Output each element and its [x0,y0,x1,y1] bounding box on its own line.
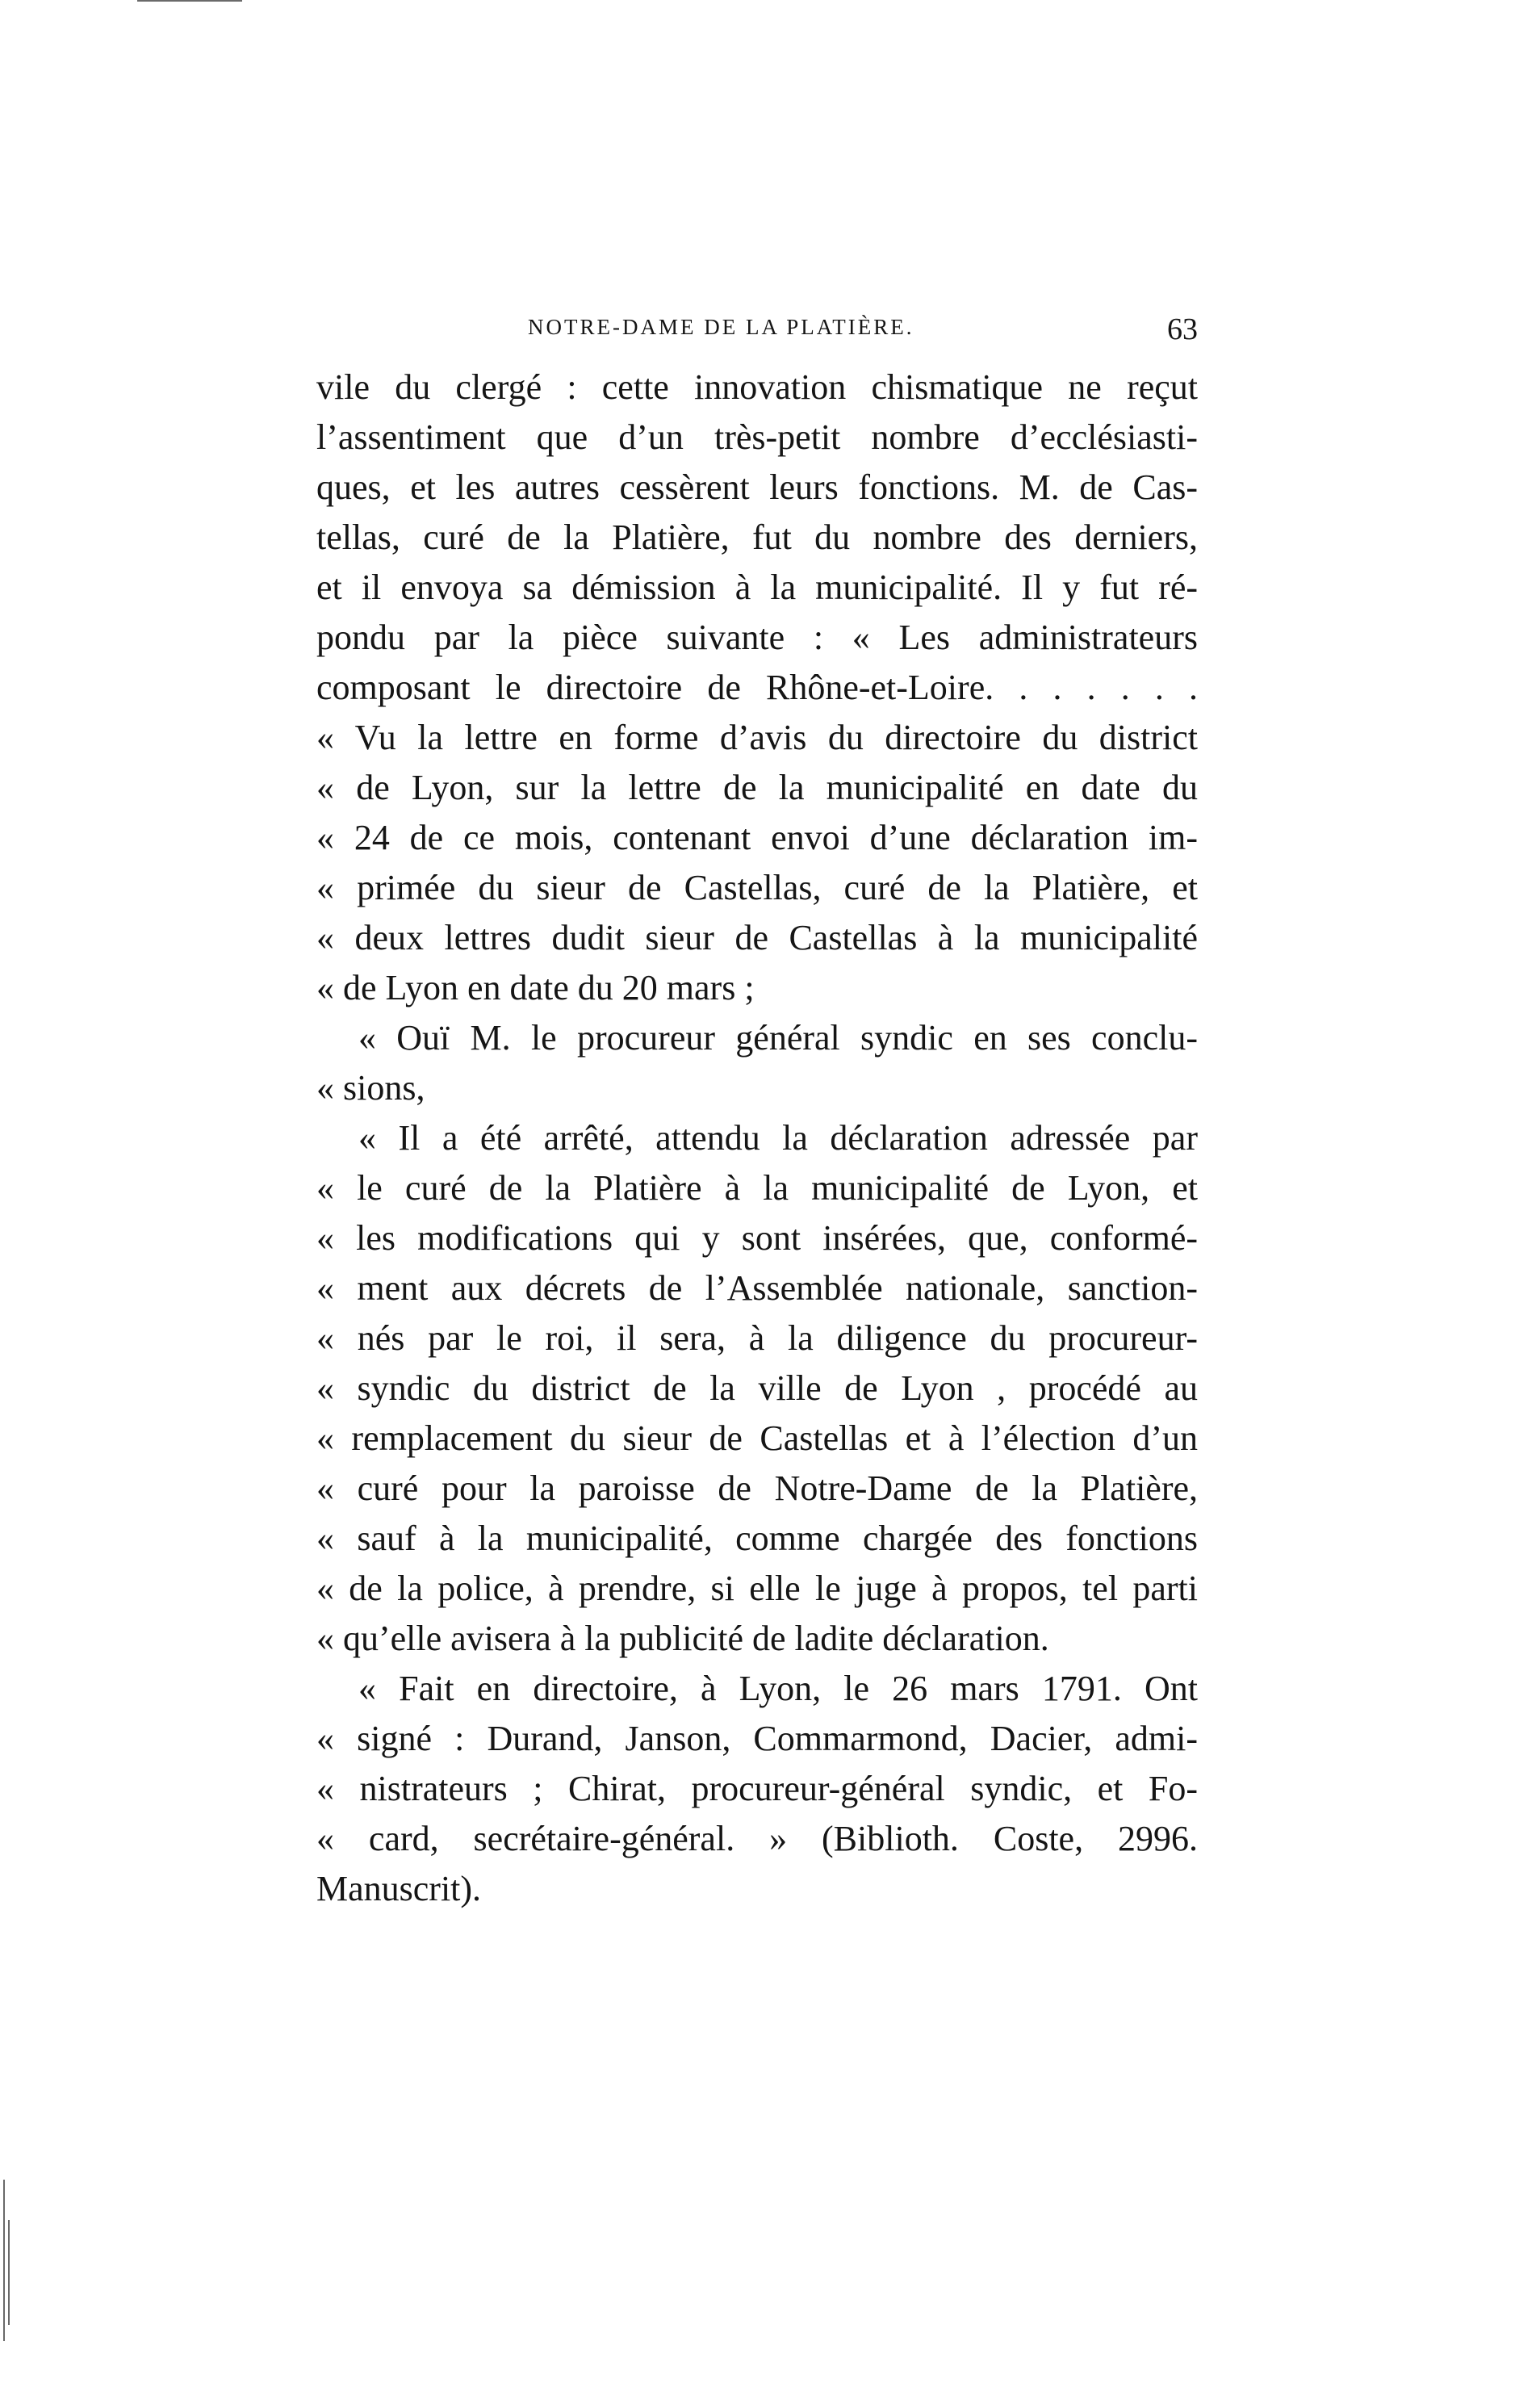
scan-edge-mark [137,0,242,2]
scan-edge-mark [8,2220,10,2325]
text-line: Manuscrit). [316,1869,482,1908]
text-line: « remplacement du sieur de Castellas et à l’élection d’un [316,1418,1198,1458]
text-line: « signé : Durand, Janson, Commarmond, Dacier, admi- [316,1719,1198,1758]
text-line: « qu’elle avisera à la publicité de ladite déclaration. [316,1619,1049,1658]
text-line: « 24 de ce mois, contenant envoi d’une déclaration im- [316,818,1198,857]
text-line: « Fait en directoire, à Lyon, le 26 mars 1791. Ont [358,1669,1198,1708]
text-line: « Il a été arrêté, attendu la déclaration adressée par [358,1118,1198,1158]
text-line: « syndic du district de la ville de Lyon , procédé au [316,1368,1198,1408]
text-line: « Vu la lettre en forme d’avis du directoire du district [316,718,1198,757]
text-line: ques, et les autres cessèrent leurs fonctions. M. de Cas- [316,467,1198,507]
text-line: « sions, [316,1068,425,1108]
text-line: « nistrateurs ; Chirat, procureur-général syndic, et Fo- [316,1769,1198,1808]
text-line: « curé pour la paroisse de Notre-Dame de la Platière, [316,1468,1198,1508]
scan-edge-mark [3,2180,5,2341]
text-line: « de Lyon en date du 20 mars ; [316,968,755,1007]
text-line: « sauf à la municipalité, comme chargée des fonctions [316,1518,1198,1558]
text-line: vile du clergé : cette innovation chismatique ne reçut [316,367,1198,407]
running-head [316,312,1198,352]
text-line: composant le directoire de Rhône-et-Loire. . . . . . . [316,668,1198,707]
text-line: « le curé de la Platière à la municipalité de Lyon, et [316,1168,1198,1208]
text-line: « nés par le roi, il sera, à la diligence du procureur- [316,1318,1198,1358]
text-line: et il envoya sa démission à la municipalité. Il y fut ré- [316,568,1198,607]
text-line: pondu par la pièce suivante : « Les administrateurs [316,618,1198,657]
text-line: tellas, curé de la Platière, fut du nombre des derniers, [316,517,1198,557]
text-line: « card, secrétaire-général. » (Biblioth. Coste, 2996. [316,1819,1198,1858]
text-line: « primée du sieur de Castellas, curé de la Platière, et [316,868,1198,907]
text-line: « ment aux décrets de l’Assemblée nationale, sanction- [316,1268,1198,1308]
page-number: 63 [1167,312,1198,346]
text-line: « de la police, à prendre, si elle le juge à propos, tel parti [316,1569,1198,1608]
text-line: « les modifications qui y sont insérées, que, conformé- [316,1218,1198,1258]
running-title: NOTRE-DAME DE LA PLATIÈRE. [528,315,914,339]
text-line: « Ouï M. le procureur général syndic en ses conclu- [358,1018,1198,1058]
text-line: « de Lyon, sur la lettre de la municipalité en date du [316,768,1198,807]
text-line: l’assentiment que d’un très-petit nombre d’ecclésiasti- [316,417,1198,457]
text-line: « deux lettres dudit sieur de Castellas à la municipalité [316,918,1198,957]
